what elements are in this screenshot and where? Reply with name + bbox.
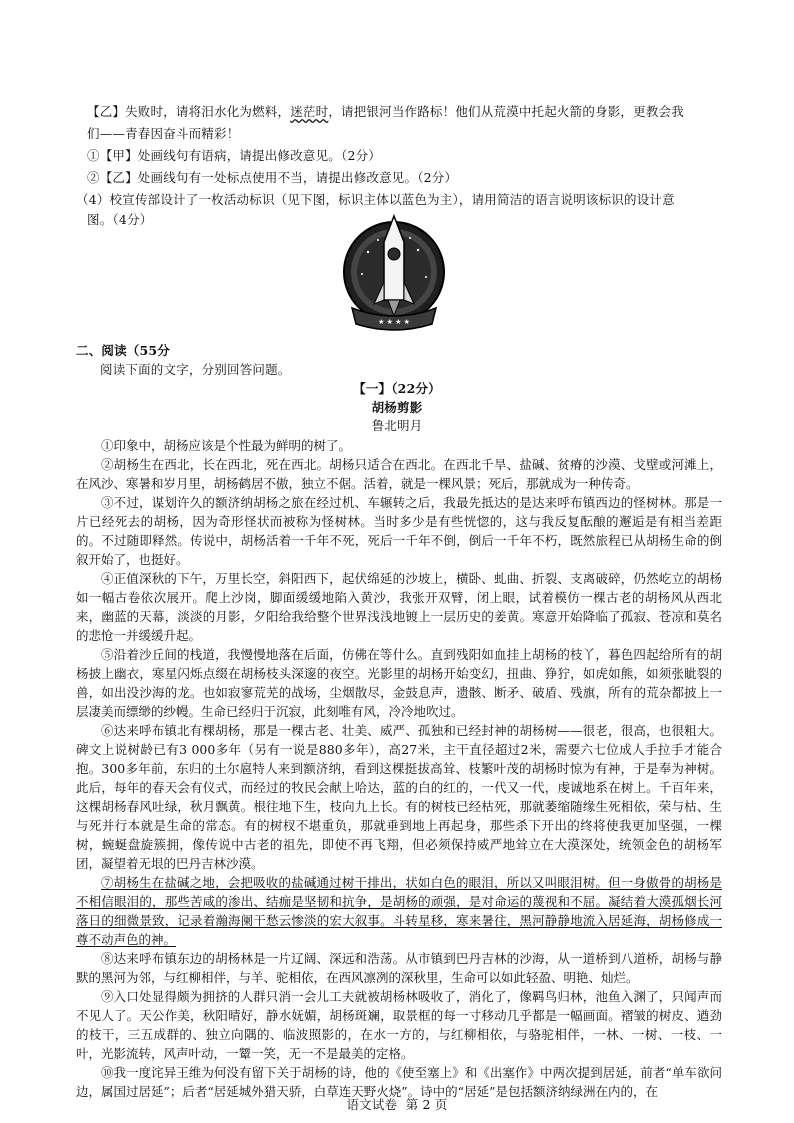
- article-author: 鲁北明月: [371, 418, 423, 433]
- paragraph: ③不过，谋划许久的额济纳胡杨之旅在经过机、车辗转之后，我最先抵达的是达来呼布镇西边的怪树林。那是一片已经死去的胡杨，因为奇形怪状而被称为怪树林。当时多少是有些恍惚的，这与我反复酝酿的邂逅是有相当差距的。不过随即释然。传说中，胡杨活着一千年不死，死后一千年不倒，倒后一千年不朽，既然旅程已从胡杨生命的倒叙开始了，也挺好。: [76, 495, 722, 567]
- paragraph: ⑦胡杨生在盐碱之地，会把吸收的盐碱通过树干排出，状如白色的眼泪，所以又叫眼泪树。但一身傲骨的胡杨是不相信眼泪的，那些苦咸的渗出、结痂是坚韧和抗争，是胡杨的顽强，是对命运的蔑视和不屈。凝结着大漠孤烟长河落日的细微景致，记录着瀚海阑干愁云惨淡的宏大叙事。斗转星移，寒来暑往，黑河静静地流入居延海，胡杨修成一尊不动声色的神。: [76, 875, 722, 947]
- section-heading: 二、阅读（55分: [76, 343, 170, 358]
- paragraph: ②胡杨生在西北，长在西北，死在西北。胡杨只适合在西北。在西北千旱、盐碱、贫瘠的沙漠、戈壁或河滩上，在风沙、寒暑和岁月里，胡杨鹤居不傲，独立不倨。活着，就是一棵风景；死后，那就成为一种传奇。: [76, 457, 722, 491]
- underlined-phrase: 迷茫时: [290, 104, 329, 119]
- sub-question: （4）校宣传部设计了一枚活动标识（见下图，标识主体以蓝色为主），请用简洁的语言说明该标识的设计意: [76, 192, 675, 207]
- paragraph: ⑤沿着沙丘间的栈道，我慢慢地落在后面，仿佛在等什么。直到残阳如血挂上胡杨的枝丫，暮色四起给所有的胡杨披上幽衣，寒星闪烁点缀在胡杨枝头深邃的夜空。光影里的胡杨开始变幻，扭曲、狰狞，如虎如熊，如须张眦裂的兽，如出没沙海的龙。也如寂寥荒芜的战场，尘烟散尽，金鼓息声，遗骸、断矛、破盾、残旗，所有的荒杂都披上一层凄美而缥缈的纱幔。生命已经归于沉寂，此刻唯有风，冷冷地吹过。: [76, 647, 722, 719]
- page-number: 第 2 页: [405, 1097, 448, 1112]
- rocket-emblem-icon: [338, 212, 450, 342]
- sub-question: ②【乙】处画线句有一处标点使用不当，请提出修改意见。（2分）: [87, 170, 458, 185]
- footer-label: 语文试卷: [346, 1097, 398, 1112]
- part-label: 【一】（22分）: [353, 381, 441, 396]
- paragraph: ⑥达来呼布镇北有棵胡杨，那是一棵古老、壮美、威严、孤独和已经封神的胡杨树——很老，很高，也很粗大。碑文上说树龄已有3 000多年（另有一说是880多年），高27米，主干直径超过2米，需要六七位成人手拉手才能合抱。300多年前，东归的土尔扈特人来到额济纳，看到这棵挺拔高耸、枝繁叶茂的胡杨时惊为有神，于是奉为神树。此后，每年的春天会有仪式，而经过的牧民会献上哈达，蓝的白的红的，一代又一代，虔诚地系在树上。千百年来，这棵胡杨春风吐绿，秋月飘黄。根往地下生，枝向九上长。有的树枝已经枯死，那就萎缩随缘生死相依，荣与枯、生与死并行本就是生命的常态。有的树杈不堪重负，那就垂到地上再起身，那些杀下开出的终将使我更加坚强，一棵树，蜿蜒盘旋簇拥，像传说中古老的祖先，即使不再飞翔，但必须保持威严地耸立在大漠深处，统领金色的胡杨军团，凝望着无垠的巴丹吉林沙漠。: [76, 723, 722, 871]
- question-text: 【乙】失败时，请将汨水化为燃料，: [87, 104, 291, 119]
- paragraph: ⑩我一度诧异王维为何没有留下关于胡杨的诗，他的《使至塞上》和《出塞作》中两次提到居延，前者“单车欲问边，属国过居延”；后者“居延城外猎天骄，白草连天野火烧”。诗中的“居延”是包括额济纳绿洲在内的，在: [76, 1065, 722, 1099]
- question-line: [87, 103, 684, 120]
- paragraph: ⑧达来呼布镇东边的胡杨林是一片辽阔、深远和浩荡。从市镇到巴丹吉林的沙海，从一道桥到八道桥，胡杨与静默的黑河为邻，与红柳相伴，与羊、驼相依，在西风凛冽的深秋里，生命可以如此轻盈、明艳、灿烂。: [76, 951, 722, 985]
- article-title: 胡杨剪影: [371, 400, 423, 415]
- instruction: 阅读下面的文字，分别回答问题。: [100, 362, 291, 377]
- paragraph: ④正值深秋的下午，万里长空，斜阳西下，起伏绵延的沙坡上，横卧、虬曲、折裂、支离破碎，仍然屹立的胡杨如一幅古卷依次展开。爬上沙岗，脚面缓缓地陷入黄沙，我张开双臂，闭上眼，试着模仿一棵古老的胡杨风从西北来，幽蓝的天幕，淡淡的月影，夕阳给我给整个世界浅浅地镀上一层历史的姜黄。寒意开始降临了孤寂、苍凉和莫名的悲怆一并缓缓升起。: [76, 571, 722, 643]
- sub-question: ①【甲】处画线句有语病，请提出修改意见。（2分）: [87, 148, 382, 163]
- question-line: 们——青春因奋斗而精彩！: [87, 126, 240, 141]
- paragraph: ⑨入口处显得颇为拥挤的人群只消一会儿工夫就被胡杨林吸收了，消化了，像羁鸟归林，池鱼入渊了，只闻声而不见人了。天公作美，秋阳晴好，静水妩媚，胡杨斑斓，取景框的每一寸移动几乎都是一幅画面。褶皱的树皮、遒劲的枝干，三五成群的、独立向隅的、临波照影的，在水一方的，与红柳相依，与骆驼相伴，一林、一树、一枝、一叶，光影流转，风声叶动，一颦一笑，无一不是最美的定格。: [76, 989, 722, 1061]
- article-body: [76, 436, 722, 1101]
- question-text: ，请把银河当作路标！他们从荒漠中托起火箭的身影，更教会我: [328, 104, 684, 119]
- sub-question: 图。（4分）: [87, 212, 153, 227]
- svg-text:★ ★ ★ ★: ★ ★ ★ ★: [378, 318, 410, 326]
- page-footer: [0, 1096, 794, 1113]
- paragraph: ①印象中，胡杨应该是个性最为鲜明的树了。: [101, 438, 352, 453]
